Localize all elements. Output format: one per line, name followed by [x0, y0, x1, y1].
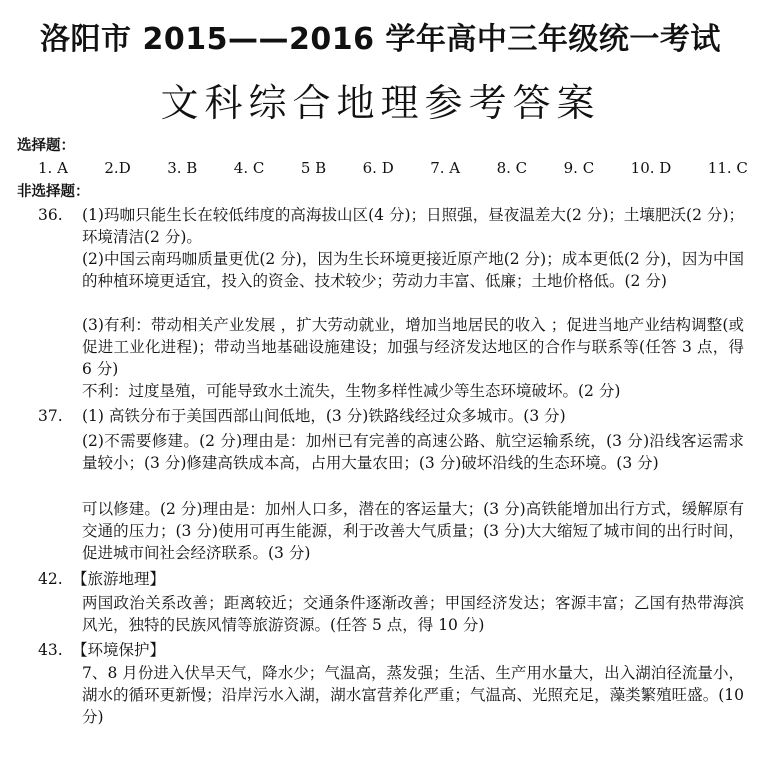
answer-item: 8. C	[496, 159, 528, 177]
q36-part2: (2)中国云南玛咖质量更优(2 分)，因为生长环境更接近原产地(2 分)；成本更低(2 分)，因为中国的种植环境更适宜，投入的资金、技术较少；劳动力丰富、低廉；土地价格低。(2 分)	[82, 250, 744, 290]
answer-item: 4. C	[233, 159, 265, 177]
q36-part1: (1)玛咖只能生长在较低纬度的高海拔山区(4 分)；日照强，昼夜温差大(2 分)；土壤肥沃(2 分)；环境清洁(2 分)。	[82, 206, 744, 246]
question-number-42: 42.	[38, 570, 63, 588]
answer-item: 1. A	[38, 159, 68, 177]
nonchoice-section-label: 非选择题：	[17, 184, 90, 200]
q43-heading: 【环境保护】	[72, 641, 166, 659]
question-number-36: 36.	[38, 206, 63, 224]
q36-part3: (3)有利：带动相关产业发展 ，扩大劳动就业，增加当地居民的收入 ；促进当地产业结构调整(或促进工业化进程)；带动当地基础设施建设；加强与经济发达地区的合作与联系等(任答 3 点，得 6 分)	[82, 316, 744, 378]
q37-part2-alt: 可以修建。(2 分)理由是：加州人口多，潜在的客运量大；(3 分)高铁能增加出行方式，缓解原有交通的压力；(3 分)使用可再生能源，利于改善大气质量；(3 分)大大缩短了城市间的出行时间，促进城市间社会经济联系。(3 分)	[82, 500, 744, 562]
q42-answer: 两国政治关系改善；距离较近；交通条件逐渐改善；甲国经济发达；客源丰富；乙国有热带海滨风光，独特的民族风情等旅游资源。(任答 5 点，得 10 分)	[82, 594, 744, 634]
answer-item: 7. A	[430, 159, 461, 177]
choice-answers-row	[38, 159, 748, 177]
q42-heading: 【旅游地理】	[72, 570, 166, 588]
answer-item: 6. D	[362, 159, 394, 177]
answer-item: 3. B	[167, 159, 198, 177]
answer-item: 10. D	[630, 159, 672, 177]
document-title: 洛阳市 2015——2016 学年高中三年级统一考试	[40, 22, 721, 57]
q37-part1: (1) 高铁分布于美国西部山间低地，(3 分)铁路线经过众多城市。(3 分)	[82, 407, 566, 425]
answer-item: 11. C	[707, 159, 748, 177]
q37-part2: (2)不需要修建。(2 分)理由是：加州已有完善的高速公路、航空运输系统，(3 分)沿线客运需求量较小；(3 分)修建高铁成本高，占用大量农田；(3 分)破坏沿线的生态环境。(3 分)	[82, 432, 744, 472]
answer-item: 2.D	[104, 159, 131, 177]
choice-section-label: 选择题：	[17, 138, 75, 154]
q36-part3-disadvantage: 不利：过度垦殖，可能导致水土流失，生物多样性减少等生态环境破坏。(2 分)	[82, 382, 621, 400]
document-subtitle: 文科综合地理参考答案	[160, 81, 601, 125]
question-number-43: 43.	[38, 641, 63, 659]
answer-item: 5 B	[300, 159, 327, 177]
question-number-37: 37.	[38, 407, 63, 425]
q43-answer: 7、8 月份进入伏旱天气，降水少；气温高，蒸发强；生活、生产用水量大，出入湖泊径流量小，湖水的循环更新慢；沿岸污水入湖，湖水富营养化严重；气温高、光照充足，藻类繁殖旺盛。(10 分)	[82, 664, 744, 726]
answer-item: 9. C	[563, 159, 595, 177]
